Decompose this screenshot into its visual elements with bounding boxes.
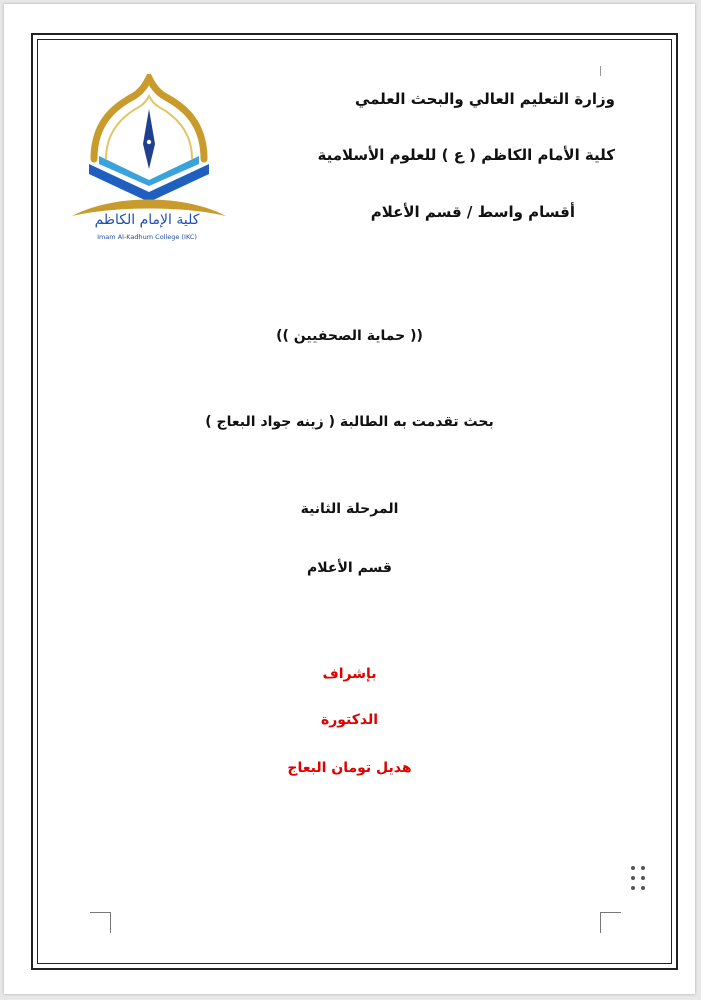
document-page xyxy=(4,4,695,994)
logo-name-ar: كلية الإمام الكاظم xyxy=(94,212,200,228)
research-title: (( حماية الصحفيين )) xyxy=(276,328,423,344)
text-cursor-mark xyxy=(600,66,601,76)
college-line: كلية الأمام الكاظم ( ع ) للعلوم الأسلامية xyxy=(317,146,615,164)
ministry-line: وزارة التعليم العالي والبحث العلمي xyxy=(354,90,615,108)
logo-name-en: Imam Al-Kadhum College (IKC) xyxy=(97,233,197,241)
stage-line: المرحلة الثانية xyxy=(300,501,399,517)
supervisor-rank: الدكتورة xyxy=(320,712,379,728)
supervisor-name: هديل تومان البعاج xyxy=(287,760,412,776)
corner-mark-left xyxy=(90,912,111,933)
branch-line: أقسام واسط / قسم الأعلام xyxy=(370,203,575,221)
submitted-by-line: بحث تقدمت به الطالبة ( زينه جواد البعاج ) xyxy=(205,414,494,430)
supervision-label: بإشراف xyxy=(322,666,377,682)
corner-mark-right xyxy=(600,912,621,933)
drag-handle-icon[interactable] xyxy=(629,864,651,894)
department-line: قسم الأعلام xyxy=(307,560,392,576)
